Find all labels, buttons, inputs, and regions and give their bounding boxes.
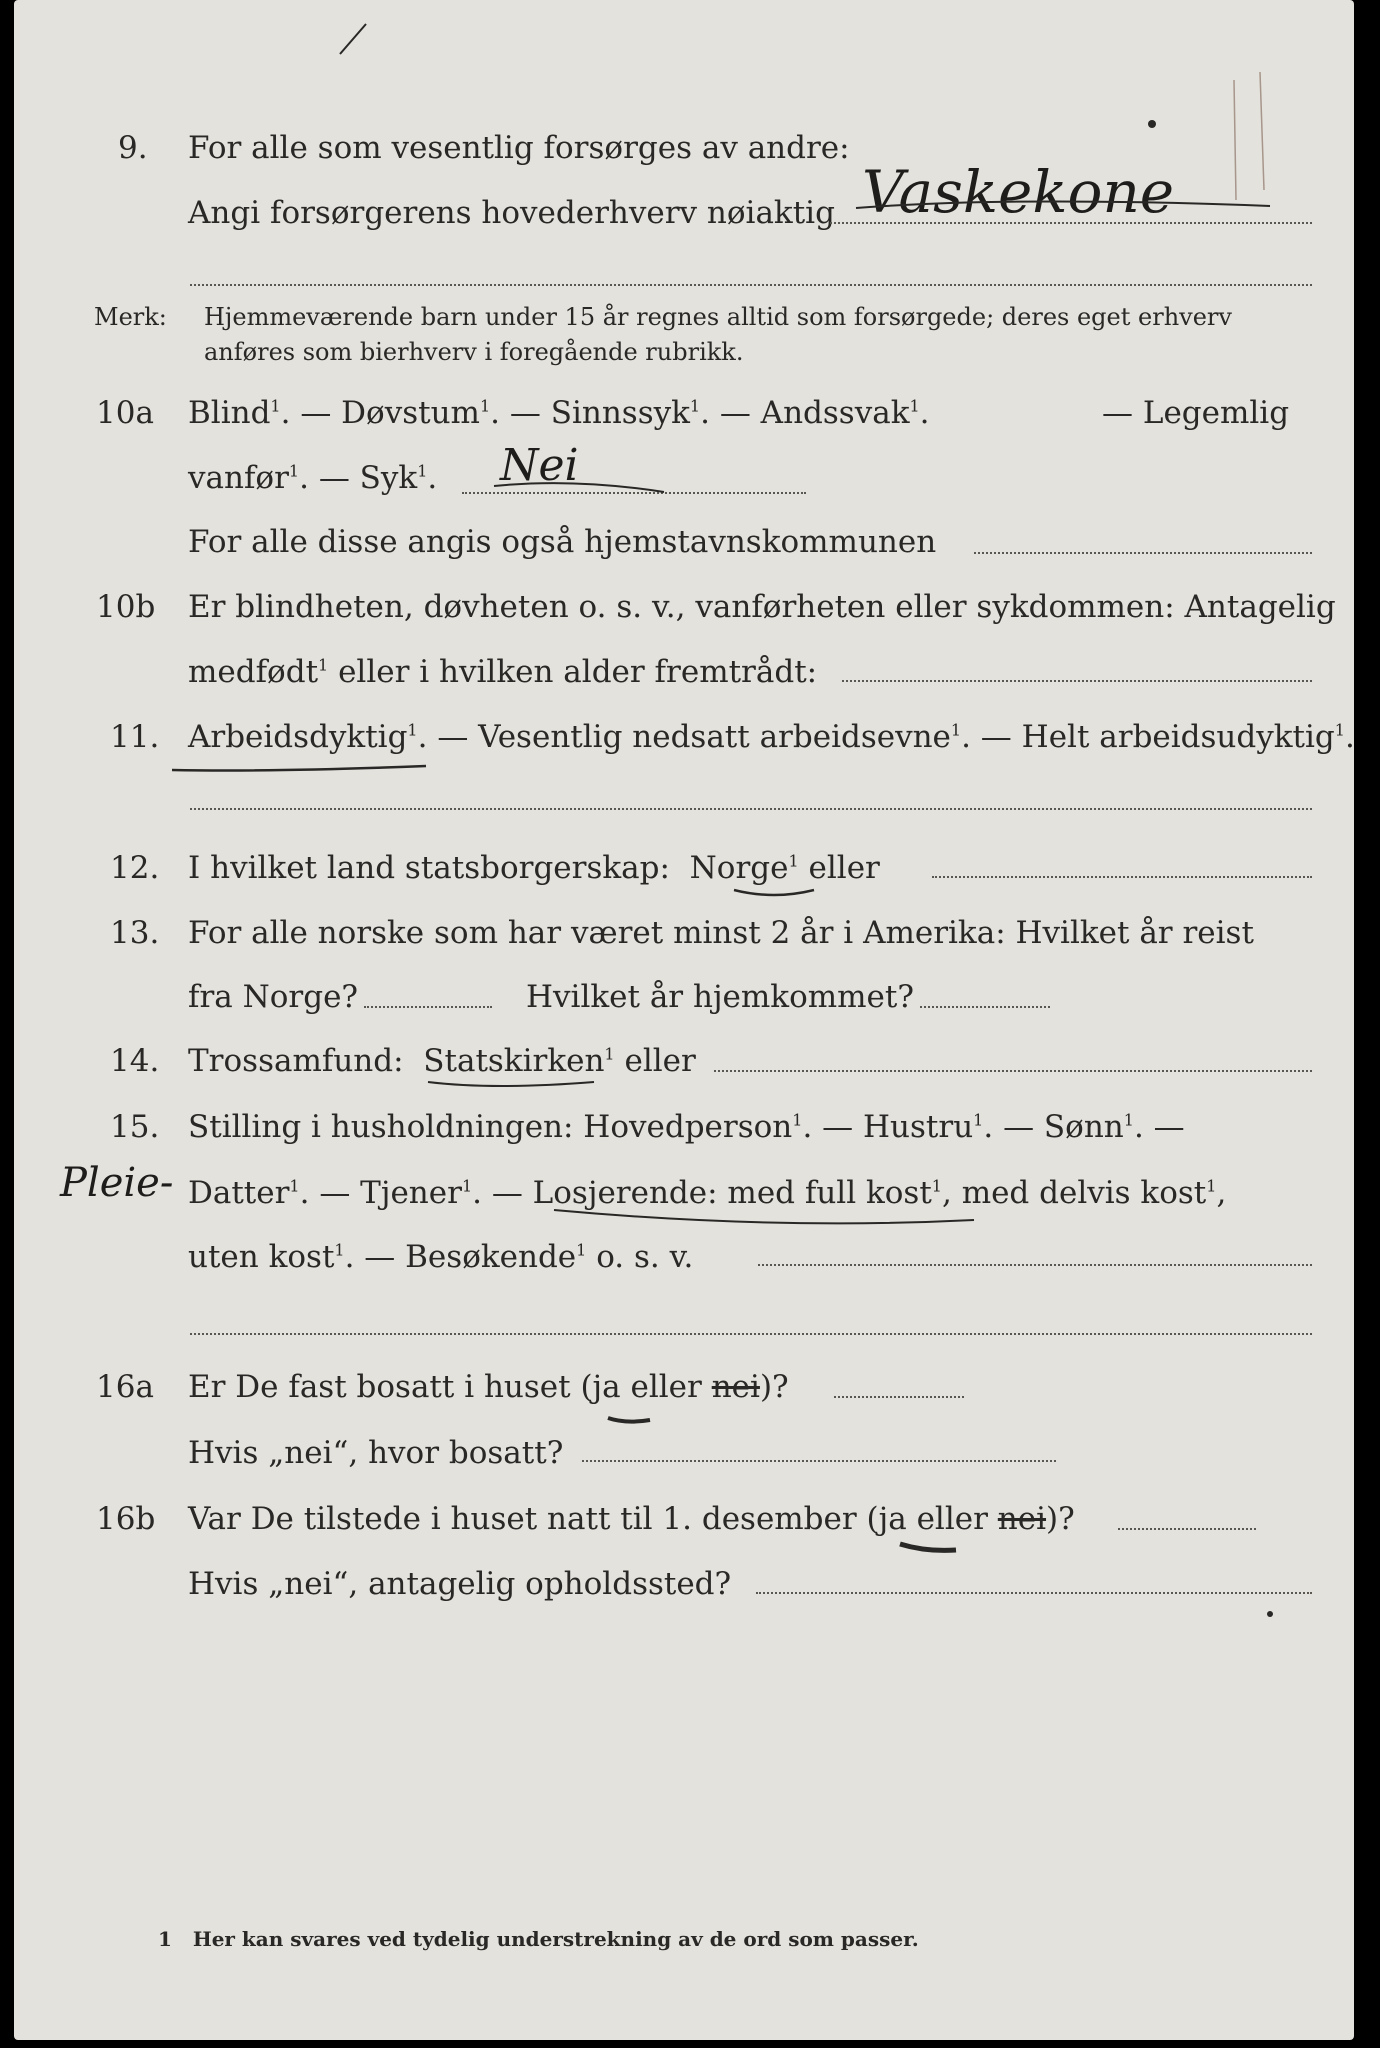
q12-number: 12. <box>110 850 160 886</box>
q13-line2a: fra Norge? <box>188 979 359 1015</box>
norge-underline <box>734 890 814 895</box>
merk-line2: anføres som bierhverv i foregående rubrikk. <box>204 338 744 366</box>
q16b-number: 16b <box>96 1501 156 1537</box>
census-form-page <box>14 0 1354 2040</box>
statskirken-underline <box>428 1082 594 1086</box>
q15-line1: Stilling i husholdningen: Hovedperson$^1$. — Hustru$^1$. — Sønn$^1$. — <box>188 1109 1185 1145</box>
q9-line1: For alle som vesentlig forsørges av andre: <box>188 130 850 166</box>
margin-pen-strokes <box>1234 72 1264 200</box>
q15-number: 15. <box>110 1109 160 1145</box>
q11-number: 11. <box>110 719 160 755</box>
q10a-dovstum: — Døvstum <box>300 395 480 431</box>
q11-line: Arbeidsdyktig$^1$. — Vesentlig nedsatt arbeidsevne$^1$. — Helt arbeidsudyktig$^1$. <box>188 719 1355 755</box>
q16b-line2: Hvis „nei“, antagelig opholdssted? <box>188 1566 732 1602</box>
vaskekone-underline <box>856 201 1270 208</box>
q10b-number: 10b <box>96 589 156 625</box>
merk-label: Merk: <box>94 303 167 331</box>
q16a-number: 16a <box>96 1369 154 1405</box>
q12-line: I hvilket land statsborgerskap: Norge$^1$ eller <box>188 850 880 886</box>
q10a-number: 10a <box>96 395 154 431</box>
q10a-line1: Blind$^1$. — Døvstum$^1$. — Sinnssyk$^1$. — Andssvak$^1$. <box>188 395 930 431</box>
ink-dot <box>1148 120 1156 128</box>
q9-number: 9. <box>118 130 148 166</box>
stray-dot <box>1267 1611 1273 1617</box>
q10a-legemlig: — Legemlig <box>1102 395 1290 431</box>
q10b-line2: medfødt$^1$ eller i hvilken alder fremtrådt: <box>188 654 818 690</box>
q11-arbeidsdyktig: Arbeidsdyktig <box>188 719 408 755</box>
q14-statskirken: Statskirken <box>423 1043 605 1079</box>
q10a-line3: For alle disse angis også hjemstavnskommunen <box>188 524 937 560</box>
q13-line2b: Hvilket år hjemkommet? <box>526 979 914 1015</box>
q15-line2: Datter$^1$. — Tjener$^1$. — Losjerende: med full kost$^1$, med delvis kost$^1$, <box>188 1175 1227 1211</box>
q10b-line1: Er blindheten, døvheten o. s. v., vanførheten eller sykdommen: Antagelig <box>188 589 1336 625</box>
losjerende-underline <box>554 1210 974 1223</box>
q16a-line1: Er De fast bosatt i huset (ja eller nei)? <box>188 1369 789 1405</box>
q16b-nei-struck: nei <box>997 1501 1047 1537</box>
q12-norge: Norge <box>689 850 789 886</box>
q10a-blind: Blind <box>188 395 271 431</box>
q16a-line2: Hvis „nei“, hvor bosatt? <box>188 1435 564 1471</box>
q10a-sinnssyk: — Sinnssyk <box>509 395 690 431</box>
q16b-line1: Var De tilstede i huset natt til 1. desember (ja eller nei)? <box>188 1501 1075 1537</box>
nei-underline <box>494 483 664 492</box>
footnote: 1 Her kan svares ved tydelig understrekning av de ord som passer. <box>158 1927 919 1951</box>
q14-line: Trossamfund: Statskirken$^1$ eller <box>188 1043 696 1079</box>
q15-line3: uten kost$^1$. — Besøkende$^1$ o. s. v. <box>188 1239 694 1275</box>
handwritten-marks <box>14 0 1354 2040</box>
q10a-andssvak: — Andssvak <box>719 395 910 431</box>
q15-margin-note: Pleie- <box>60 1160 174 1206</box>
q16b-ja-underline <box>900 1544 956 1550</box>
q9-line2: Angi forsørgerens hovederhverv nøiaktig <box>188 195 835 231</box>
arbeidsdyktig-underline <box>172 766 426 771</box>
top-pen-stroke <box>340 24 366 54</box>
q13-line1: For alle norske som har været minst 2 år i Amerika: Hvilket år reist <box>188 915 1254 951</box>
q16a-nei-struck: nei <box>711 1369 760 1405</box>
merk-line1: Hjemmeværende barn under 15 år regnes alltid som forsørgede; deres eget erhverv <box>204 303 1232 331</box>
q16a-ja-underline <box>608 1418 650 1422</box>
q13-number: 13. <box>110 915 160 951</box>
q10a-line2: vanfør$^1$. — Syk$^1$. <box>188 460 438 496</box>
q10a-vanfor: vanfør <box>188 460 289 496</box>
q10a-syk: — Syk <box>318 460 418 496</box>
q10a-handwritten-answer: Nei <box>500 440 579 491</box>
q9-handwritten-answer: Vaskekone <box>862 158 1175 226</box>
q14-number: 14. <box>110 1043 160 1079</box>
